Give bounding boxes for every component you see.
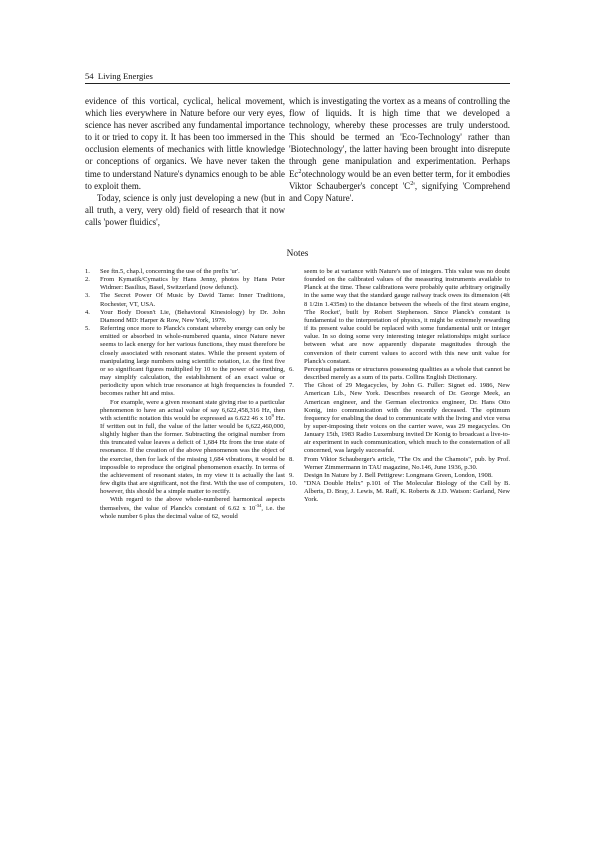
note-item <box>289 456 510 472</box>
note-number: 7. <box>289 382 294 390</box>
body-text: ', signifying 'Comprehend and Copy Nature'. <box>289 180 511 203</box>
note-item <box>85 292 285 308</box>
note-text: Your Body Doesn't Lie, (Behavioral Kinesiology) by Dr. John Diamond MD: Harper & Row, New York, 1979. <box>100 308 285 324</box>
note-number: 1. <box>85 268 90 275</box>
note-paragraph: Referring once more to Planck's constant whereby energy can only be emitted or absorbed in whole-numbered quanta, since Nature never seems to lack energy for her various functions, they must therefore be closely associated with resonant states. While the present system of manipulating large numbers using scientific notation, i.e. the first five or so significant figures multiplied by 10 to the power of something, may simplify calculation, the establishment of an exact value or periodicity upon which true resonance at high frequencies is founded becomes rather hit and miss. <box>100 325 285 398</box>
note-item <box>85 276 285 292</box>
note-text-part: With regard to the above whole-numbered harmonical aspects themselves, the value of Planck's constant of 6.62 x 10 <box>100 496 285 512</box>
note-item <box>289 472 510 480</box>
note-item <box>85 268 285 276</box>
notes-column-left <box>85 268 285 521</box>
note-number-spacer <box>289 268 304 366</box>
note-number: 10. <box>289 480 298 488</box>
note-number: 4. <box>85 308 90 316</box>
body-column-left <box>85 95 285 228</box>
note-text-part: Hz. If written out in full, the value of the latter would be 6,622,460,000, slightly higher than the former. Subtracting the original number from this truncated value leaves a deficit of 1,684 Hz from the true state of resonance. If the creation of the above phenomenon was the object of the exercise, then for lack of the missing 1,684 vibrations, it would be impossible to reproduce the original phenomenon exactly. In terms of the achievement of resonant states, in my view it is actually the last few digits that are significant, not the first. With the use of computers, however, this should be a simple matter to rectify. <box>100 414 285 496</box>
note-item <box>289 480 510 504</box>
body-column-right <box>289 95 510 204</box>
body-paragraph: Today, science is only just developing a new (but in all truth, a very, very old) field of research that it now calls 'power fluidics', <box>85 192 285 227</box>
note-text: The Ghost of 29 Megacycles, by John G. Fuller: Signet ed. 1986, New American Lib., New York. Describes research of Dr. George Meek, an American engineer, and the German electronics engineer, Dr. Hans Otto Konig, into communication with the recently deceased. The optimum frequency for enabling the dead to communicate with the living and vice versa by super-imposing their voices on the carrier wave, was 29 megacycles. On January 15th, 1983 Radio Luxemburg invited Dr Konig to broadcast a live-to-air experiment in such communication, which much to the consternation of all concerned, was largely successful. <box>304 382 510 455</box>
note-item <box>85 309 285 325</box>
running-title: Living Energies <box>97 71 153 81</box>
note-text: From Viktor Schauberger's article, "The Ox and the Chamois", pub. by Prof. Werner Zimmermann in TAU magazine, No.146, June 1936, p.30. <box>304 455 510 471</box>
body-text: otechnology would be an even better term, for it embodies Viktor Schauberger's concept 'C <box>289 168 510 191</box>
body-paragraph: evidence of this vortical, cyclical, helical movement, which lies everywhere in Nature before our very eyes, science has never ascribed any fundamental importance to it or tried to copy it. It has been too immersed in the occlusion elements of mechanics with little knowledge or conceptions of organics. We have never taken the time to understand Nature's dynamics enough to be able to exploit them. <box>85 96 285 191</box>
note-item <box>289 366 510 382</box>
note-text <box>100 325 285 521</box>
notes-column-right <box>289 268 510 505</box>
note-item <box>85 325 285 521</box>
superscript: 2 <box>410 179 414 187</box>
notes-heading: Notes <box>286 249 309 259</box>
page-number: 54 <box>85 71 94 81</box>
note-text-part: , i.e. the whole number 6 plus the decimal value of 62, would <box>100 504 285 520</box>
note-number: 6. <box>289 365 294 373</box>
running-header <box>85 71 153 81</box>
note-text: See ftn.5, chap.l, concerning the use of the prefix 'ur'. <box>100 268 240 275</box>
note-number: 9. <box>289 471 294 479</box>
note-text: "DNA Double Helix" p.101 of The Molecular Biology of the Cell by B. Alberts, D. Bray, J. Lewis, M. Raff, K. Roberts & J.D. Watson: Garland, New York. <box>304 480 510 504</box>
note-number: 2. <box>85 276 90 284</box>
superscript: 9 <box>271 412 274 418</box>
note-item <box>289 382 510 455</box>
note-number: 8. <box>289 455 294 463</box>
superscript: -34 <box>255 502 262 508</box>
note-item-continued <box>289 268 510 366</box>
note-text: The Secret Power Of Music by David Tame: Inner Traditions, Rochester, VT, USA. <box>100 292 285 308</box>
note-paragraph <box>100 399 285 497</box>
note-text-part: For example, were a given resonant state giving rise to a particular phenomenon to have an actual value of say 6,622,458,316 Hz, then with scientific notation this would be expressed as 6.622 46 x 10 <box>100 398 285 422</box>
note-text: Perceptual patterns or structures possessing qualities as a whole that cannot be described merely as a sum of its parts. Collins English Dictionary. <box>304 365 510 382</box>
header-rule <box>85 83 510 84</box>
note-text: Design In Nature by J. Bell Pettigrew: Longmans Green, London, 1908. <box>304 471 493 479</box>
note-text: seem to be at variance with Nature's use of integers. This value was no doubt founded on the calibrated values of the measuring instruments available to Planck at the time. These calibrations were probably quite arbitrary originally in the same way that the standard gauge railway track owes its dimension (4ft 8 1/2in 1.435m) to the distance between the wheels of the first steam engine, 'The Rocket', built by Robert Stephenson. Since Planck's constant is fundamental to the interpretation of physics, it might be extremely rewarding if its present value could be replaced with some fundamental unit or integer value. In so doing some very interesting integer relationships might surface between what are now apparently disparate magnitudes through the conversion of their current values to accord with this new unit value for Planck's constant. <box>304 268 510 365</box>
note-paragraph <box>100 496 285 520</box>
superscript: 2 <box>298 167 302 175</box>
note-text: From Kymatik/Cymatics by Hans Jenny, photos by Hans Peter Widmer: Basilius, Basel, Switzerland (now defunct). <box>100 276 285 292</box>
note-number: 3. <box>85 292 90 300</box>
note-number: 5. <box>85 325 90 333</box>
body-text: which is investigating the vortex as a means of controlling the flow of liquids. It is high time that we developed a technology, whereby these processes are truly understood. This should be termed an 'Eco-Technology' rather than 'Biotechnology', the latter having been brought into disrepute through gene manipulation and experimentation. Perhaps Ec <box>289 96 510 179</box>
body-paragraph <box>289 95 510 204</box>
